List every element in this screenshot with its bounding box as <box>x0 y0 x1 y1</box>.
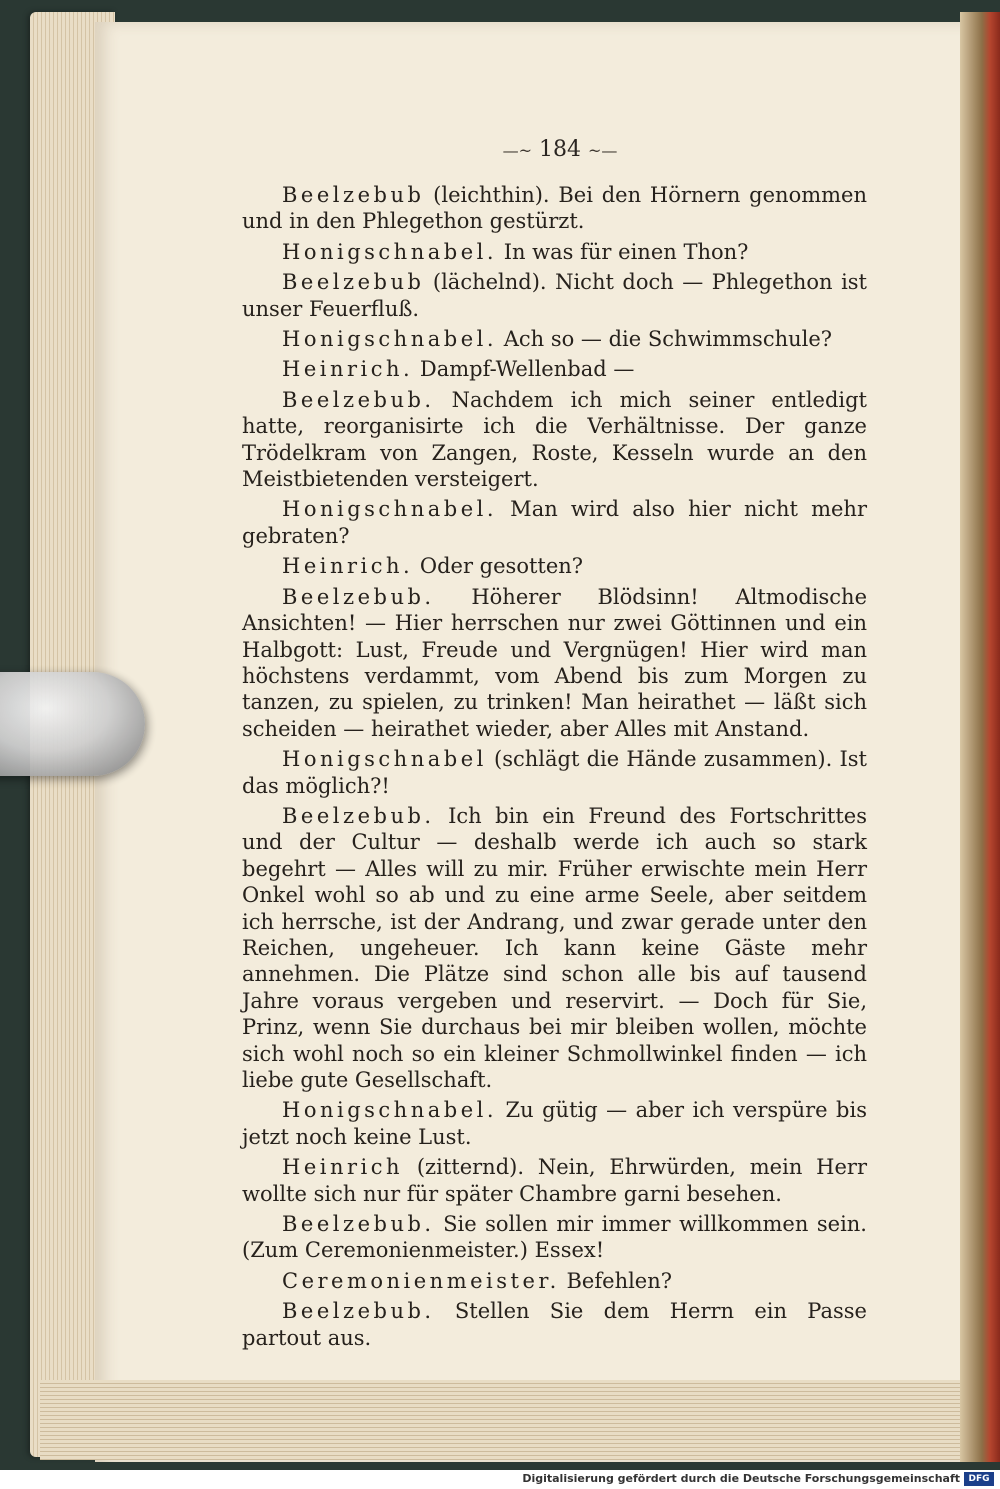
dialogue-text: Nachdem ich mich seiner entledigt hatte, reorganisirte ich die Verhältnisse. Der ganze Trödelkram von Zangen, Roste, Kesseln wurde an den Meistbietenden versteigert. <box>242 387 867 492</box>
dialogue-line <box>242 496 867 549</box>
dialogue-line <box>242 584 867 742</box>
dialogue-text: (leichthin). Bei den Hörnern genommen und in den Phlegethon gestürzt. <box>242 183 867 234</box>
speaker-name: Honigschnabel. <box>282 327 498 352</box>
play-text <box>242 182 867 1351</box>
dialogue-line <box>242 269 867 322</box>
book-gutter <box>960 12 1000 1462</box>
dialogue-line <box>242 326 867 352</box>
page-header <box>470 137 650 162</box>
speaker-name: Beelzebub. <box>282 1299 435 1324</box>
dfg-logo: DFG <box>964 1472 994 1486</box>
dialogue-line <box>242 746 867 799</box>
dialogue-line <box>242 1298 867 1351</box>
dialogue-text: Ich bin ein Freund des Fortschrittes und der Cultur — deshalb werde ich auch so stark begehrt — Alles will zu mir. Früher erwischte mein Herr Onkel wohl so ab und zu eine arme Seele, aber seitdem ich herrsche, ist der Andrang, und zwar gerade unter den Reichen, ungeheuer. Ich kann keine Gäste mehr annehmen. Die Plätze sind schon alle bis auf tausend Jahre voraus vergeben und reservirt. — Doch für Sie, Prinz, wenn Sie durchaus bei mir bleiben wollen, möchte sich wohl noch so ein kleiner Schmollwinkel finden — ich liebe gute Gesellschaft. <box>242 803 867 1092</box>
speaker-name: Heinrich. <box>282 554 414 579</box>
dialogue-text: In was für einen Thon? <box>497 239 749 264</box>
dialogue-text: Sie sollen mir immer willkommen sein. (Zum Ceremonienmeister.) Essex! <box>242 1212 867 1263</box>
dialogue-text: (zitternd). Nein, Ehrwürden, mein Herr wollte sich nur für später Chambre garni besehen. <box>242 1155 867 1206</box>
speaker-name: Honigschnabel. <box>282 497 498 522</box>
dialogue-text: Stellen Sie dem Herrn ein Passe partout aus. <box>242 1299 867 1350</box>
speaker-name: Beelzebub <box>282 270 425 295</box>
speaker-name: Beelzebub. <box>282 387 435 412</box>
dialogue-line <box>242 1268 867 1294</box>
dialogue-text: Ach so — die Schwimmschule? <box>497 327 833 352</box>
speaker-name: Beelzebub <box>282 183 425 207</box>
dialogue-text: Befehlen? <box>559 1268 673 1293</box>
header-ornament-right: ~— <box>588 141 618 160</box>
dialogue-text: Dampf-Wellenbad — <box>413 357 635 382</box>
speaker-name: Beelzebub. <box>282 803 435 828</box>
dialogue-line <box>242 182 867 235</box>
dialogue-text: (schlägt die Hände zusammen). Ist das möglich?! <box>242 747 867 798</box>
speaker-name: Beelzebub. <box>282 1212 435 1237</box>
speaker-name: Honigschnabel. <box>282 239 498 264</box>
page-holder-clip <box>0 672 145 776</box>
page-number: 184 <box>539 137 581 162</box>
footer-credit: Digitalisierung gefördert durch die Deutsche Forschungsgemeinschaft <box>522 1472 960 1485</box>
speaker-name: Heinrich <box>282 1155 404 1180</box>
dialogue-line <box>242 239 867 265</box>
speaker-name: Honigschnabel <box>282 747 487 772</box>
dialogue-text: Oder gesotten? <box>413 554 584 579</box>
speaker-name: Heinrich. <box>282 357 414 382</box>
dialogue-text: (lächelnd). Nicht doch — Phlegethon ist unser Feuerfluß. <box>242 270 867 321</box>
dialogue-line <box>242 356 867 382</box>
dialogue-line <box>242 553 867 579</box>
book-bottom-edges <box>40 1380 970 1460</box>
dialogue-text: Höherer Blödsinn! Altmodische Ansichten! — Hier herrschen nur zwei Göttinnen und ein Halbgott: Lust, Freude und Vergnügen! Hier wird man höchstens verdammt, vom Abend bis zum Morgen zu tanzen, zu spielen, zu trinken! Man heirathet — läßt sich scheiden — heirathet wieder, aber Alles mit Anstand. <box>242 584 867 741</box>
header-ornament-left: —~ <box>502 141 532 160</box>
dialogue-line <box>242 1097 867 1150</box>
dialogue-line <box>242 1154 867 1207</box>
dialogue-line <box>242 387 867 493</box>
speaker-name: Beelzebub. <box>282 584 435 609</box>
speaker-name: Ceremonienmeister. <box>282 1268 560 1293</box>
dialogue-line <box>242 803 867 1093</box>
speaker-name: Honigschnabel. <box>282 1098 498 1123</box>
dialogue-text: Zu gütig — aber ich verspüre bis jetzt noch keine Lust. <box>242 1098 867 1149</box>
dialogue-text: Man wird also hier nicht mehr gebraten? <box>242 497 867 548</box>
dialogue-line <box>242 1211 867 1264</box>
